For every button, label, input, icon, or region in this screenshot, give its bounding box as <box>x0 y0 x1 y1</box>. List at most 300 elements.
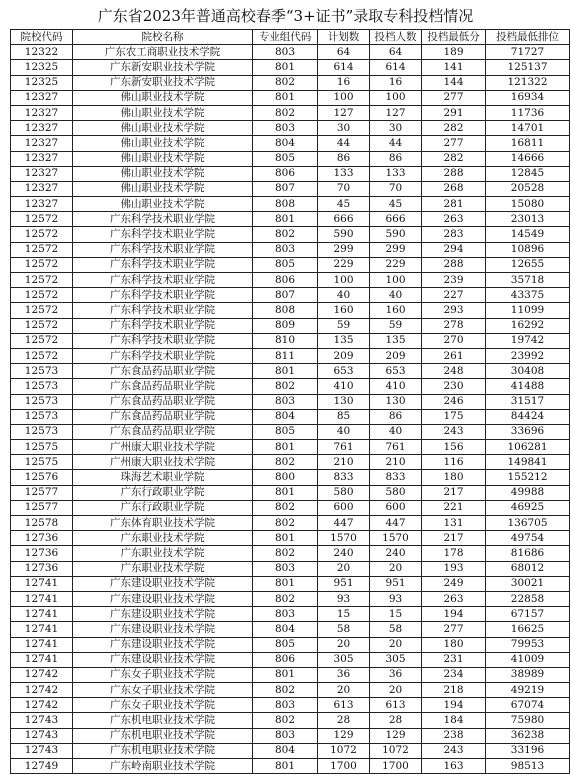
cell-min-rank: 41009 <box>486 652 570 667</box>
cell-plan-count: 100 <box>318 273 370 288</box>
cell-min-rank: 68012 <box>486 561 570 576</box>
table-row <box>11 683 570 698</box>
cell-plan-count: 20 <box>318 561 370 576</box>
admissions-table <box>10 29 570 774</box>
cell-admitted-count: 305 <box>370 652 422 667</box>
cell-min-rank: 67074 <box>486 698 570 713</box>
cell-school-code: 12749 <box>11 759 73 774</box>
cell-school-code: 12322 <box>11 45 73 60</box>
table-row <box>11 561 570 576</box>
cell-school-name: 广东建设职业技术学院 <box>73 591 253 606</box>
cell-min-score: 261 <box>422 348 486 363</box>
cell-group-code: 809 <box>253 318 318 333</box>
cell-group-code: 803 <box>253 607 318 622</box>
cell-min-rank: 106281 <box>486 440 570 455</box>
table-row <box>11 288 570 303</box>
table-row <box>11 75 570 90</box>
cell-admitted-count: 70 <box>370 181 422 196</box>
cell-min-rank: 43375 <box>486 288 570 303</box>
cell-school-code: 12743 <box>11 728 73 743</box>
table-row <box>11 698 570 713</box>
cell-plan-count: 20 <box>318 637 370 652</box>
cell-min-score: 178 <box>422 546 486 561</box>
cell-school-name: 广东女子职业技术学院 <box>73 667 253 682</box>
cell-min-rank: 10896 <box>486 242 570 257</box>
cell-admitted-count: 951 <box>370 576 422 591</box>
table-row <box>11 576 570 591</box>
table-row <box>11 212 570 227</box>
cell-min-rank: 79953 <box>486 637 570 652</box>
cell-school-code: 12577 <box>11 485 73 500</box>
cell-school-code: 12573 <box>11 364 73 379</box>
cell-school-code: 12742 <box>11 683 73 698</box>
cell-admitted-count: 59 <box>370 318 422 333</box>
cell-school-name: 广东科学技术职业学院 <box>73 227 253 242</box>
cell-group-code: 808 <box>253 303 318 318</box>
cell-plan-count: 580 <box>318 485 370 500</box>
cell-plan-count: 59 <box>318 318 370 333</box>
cell-admitted-count: 40 <box>370 424 422 439</box>
cell-admitted-count: 127 <box>370 105 422 120</box>
cell-plan-count: 209 <box>318 348 370 363</box>
cell-school-code: 12327 <box>11 166 73 181</box>
cell-min-rank: 16811 <box>486 136 570 151</box>
cell-school-name: 佛山职业技术学院 <box>73 181 253 196</box>
cell-school-name: 广东女子职业技术学院 <box>73 698 253 713</box>
cell-school-code: 12742 <box>11 698 73 713</box>
cell-school-code: 12743 <box>11 713 73 728</box>
cell-min-rank: 12655 <box>486 257 570 272</box>
cell-min-score: 116 <box>422 455 486 470</box>
document-title: 广东省2023年普通高校春季“3+证书”录取专科投档情况 <box>97 7 474 25</box>
cell-min-rank: 33196 <box>486 743 570 758</box>
cell-min-score: 243 <box>422 743 486 758</box>
cell-plan-count: 1570 <box>318 531 370 546</box>
cell-school-code: 12741 <box>11 637 73 652</box>
cell-school-name: 广东建设职业技术学院 <box>73 576 253 591</box>
cell-plan-count: 129 <box>318 728 370 743</box>
cell-min-rank: 46925 <box>486 500 570 515</box>
cell-plan-count: 653 <box>318 364 370 379</box>
cell-group-code: 801 <box>253 667 318 682</box>
cell-min-score: 248 <box>422 364 486 379</box>
header-plan-count: 计划数 <box>318 30 370 45</box>
cell-min-rank: 11736 <box>486 105 570 120</box>
cell-school-name: 广东食品药品职业学院 <box>73 394 253 409</box>
cell-admitted-count: 229 <box>370 257 422 272</box>
cell-plan-count: 590 <box>318 227 370 242</box>
cell-plan-count: 305 <box>318 652 370 667</box>
table-row <box>11 424 570 439</box>
header-min-score: 投档最低分 <box>422 30 486 45</box>
cell-admitted-count: 86 <box>370 151 422 166</box>
cell-group-code: 802 <box>253 713 318 728</box>
cell-group-code: 802 <box>253 379 318 394</box>
cell-school-code: 12573 <box>11 424 73 439</box>
cell-min-rank: 14701 <box>486 121 570 136</box>
cell-school-code: 12575 <box>11 440 73 455</box>
header-row <box>11 30 570 45</box>
table-row <box>11 197 570 212</box>
cell-group-code: 802 <box>253 455 318 470</box>
cell-school-code: 12572 <box>11 318 73 333</box>
cell-min-rank: 14549 <box>486 227 570 242</box>
table-row <box>11 333 570 348</box>
cell-plan-count: 40 <box>318 424 370 439</box>
cell-min-score: 231 <box>422 652 486 667</box>
cell-group-code: 803 <box>253 394 318 409</box>
cell-min-score: 217 <box>422 531 486 546</box>
cell-school-code: 12327 <box>11 151 73 166</box>
cell-admitted-count: 45 <box>370 197 422 212</box>
cell-plan-count: 36 <box>318 667 370 682</box>
cell-group-code: 802 <box>253 516 318 531</box>
cell-school-name: 佛山职业技术学院 <box>73 151 253 166</box>
cell-school-name: 广东食品药品职业学院 <box>73 364 253 379</box>
cell-school-name: 佛山职业技术学院 <box>73 90 253 105</box>
cell-group-code: 801 <box>253 576 318 591</box>
cell-group-code: 807 <box>253 181 318 196</box>
cell-group-code: 801 <box>253 485 318 500</box>
cell-school-name: 佛山职业技术学院 <box>73 166 253 181</box>
cell-admitted-count: 653 <box>370 364 422 379</box>
cell-min-rank: 36238 <box>486 728 570 743</box>
cell-min-score: 283 <box>422 227 486 242</box>
cell-min-score: 217 <box>422 485 486 500</box>
cell-school-name: 广东机电职业技术学院 <box>73 743 253 758</box>
cell-admitted-count: 30 <box>370 121 422 136</box>
cell-school-name: 广东科学技术职业学院 <box>73 257 253 272</box>
cell-school-name: 广东行政职业学院 <box>73 485 253 500</box>
cell-plan-count: 240 <box>318 546 370 561</box>
cell-group-code: 804 <box>253 743 318 758</box>
table-row <box>11 60 570 75</box>
cell-plan-count: 45 <box>318 197 370 212</box>
table-row <box>11 136 570 151</box>
cell-plan-count: 833 <box>318 470 370 485</box>
table-row <box>11 637 570 652</box>
table-row <box>11 45 570 60</box>
cell-admitted-count: 410 <box>370 379 422 394</box>
cell-school-code: 12325 <box>11 75 73 90</box>
cell-school-name: 佛山职业技术学院 <box>73 105 253 120</box>
cell-group-code: 803 <box>253 728 318 743</box>
cell-plan-count: 40 <box>318 288 370 303</box>
cell-min-score: 184 <box>422 713 486 728</box>
cell-admitted-count: 299 <box>370 242 422 257</box>
cell-admitted-count: 1570 <box>370 531 422 546</box>
cell-plan-count: 600 <box>318 500 370 515</box>
table-row <box>11 516 570 531</box>
cell-plan-count: 229 <box>318 257 370 272</box>
cell-min-rank: 149841 <box>486 455 570 470</box>
cell-min-rank: 12845 <box>486 166 570 181</box>
table-row <box>11 652 570 667</box>
cell-plan-count: 133 <box>318 166 370 181</box>
cell-min-score: 288 <box>422 166 486 181</box>
table-row <box>11 151 570 166</box>
cell-plan-count: 30 <box>318 121 370 136</box>
cell-min-rank: 30408 <box>486 364 570 379</box>
cell-min-score: 144 <box>422 75 486 90</box>
cell-school-name: 广东新安职业技术学院 <box>73 60 253 75</box>
cell-group-code: 803 <box>253 242 318 257</box>
cell-min-rank: 71727 <box>486 45 570 60</box>
cell-min-score: 263 <box>422 212 486 227</box>
cell-group-code: 806 <box>253 166 318 181</box>
cell-plan-count: 210 <box>318 455 370 470</box>
cell-school-name: 广东建设职业技术学院 <box>73 607 253 622</box>
cell-group-code: 801 <box>253 440 318 455</box>
cell-school-name: 广东职业技术学院 <box>73 561 253 576</box>
cell-school-code: 12743 <box>11 743 73 758</box>
cell-min-rank: 49754 <box>486 531 570 546</box>
cell-group-code: 805 <box>253 257 318 272</box>
cell-admitted-count: 44 <box>370 136 422 151</box>
cell-min-score: 156 <box>422 440 486 455</box>
cell-admitted-count: 600 <box>370 500 422 515</box>
cell-group-code: 801 <box>253 212 318 227</box>
cell-group-code: 806 <box>253 273 318 288</box>
cell-min-score: 249 <box>422 576 486 591</box>
cell-school-name: 广东建设职业技术学院 <box>73 652 253 667</box>
cell-school-code: 12741 <box>11 652 73 667</box>
cell-school-code: 12741 <box>11 591 73 606</box>
table-row <box>11 440 570 455</box>
table-row <box>11 105 570 120</box>
cell-admitted-count: 100 <box>370 90 422 105</box>
cell-min-rank: 20528 <box>486 181 570 196</box>
cell-school-code: 12572 <box>11 212 73 227</box>
cell-school-code: 12577 <box>11 500 73 515</box>
cell-min-rank: 14666 <box>486 151 570 166</box>
cell-school-name: 广东建设职业技术学院 <box>73 622 253 637</box>
table-row <box>11 121 570 136</box>
cell-school-code: 12572 <box>11 273 73 288</box>
cell-admitted-count: 135 <box>370 333 422 348</box>
cell-plan-count: 58 <box>318 622 370 637</box>
cell-min-score: 175 <box>422 409 486 424</box>
cell-admitted-count: 40 <box>370 288 422 303</box>
cell-min-score: 221 <box>422 500 486 515</box>
cell-plan-count: 613 <box>318 698 370 713</box>
cell-min-score: 277 <box>422 136 486 151</box>
cell-min-score: 131 <box>422 516 486 531</box>
cell-min-score: 163 <box>422 759 486 774</box>
cell-admitted-count: 129 <box>370 728 422 743</box>
cell-school-name: 广东新安职业技术学院 <box>73 75 253 90</box>
cell-group-code: 804 <box>253 622 318 637</box>
cell-min-rank: 30021 <box>486 576 570 591</box>
table-row <box>11 318 570 333</box>
cell-plan-count: 20 <box>318 683 370 698</box>
cell-admitted-count: 1700 <box>370 759 422 774</box>
cell-min-rank: 155212 <box>486 470 570 485</box>
table-row <box>11 667 570 682</box>
cell-admitted-count: 64 <box>370 45 422 60</box>
table-body <box>11 45 570 774</box>
cell-admitted-count: 20 <box>370 683 422 698</box>
cell-min-score: 263 <box>422 591 486 606</box>
cell-school-code: 12572 <box>11 242 73 257</box>
cell-school-name: 广东机电职业技术学院 <box>73 713 253 728</box>
table-row <box>11 591 570 606</box>
cell-plan-count: 44 <box>318 136 370 151</box>
cell-group-code: 807 <box>253 288 318 303</box>
cell-school-code: 12327 <box>11 197 73 212</box>
cell-plan-count: 666 <box>318 212 370 227</box>
table-row <box>11 348 570 363</box>
cell-admitted-count: 209 <box>370 348 422 363</box>
cell-admitted-count: 16 <box>370 75 422 90</box>
cell-plan-count: 614 <box>318 60 370 75</box>
table-row <box>11 303 570 318</box>
cell-min-rank: 98513 <box>486 759 570 774</box>
cell-admitted-count: 86 <box>370 409 422 424</box>
cell-plan-count: 100 <box>318 90 370 105</box>
cell-group-code: 808 <box>253 197 318 212</box>
cell-school-name: 广东建设职业技术学院 <box>73 637 253 652</box>
cell-school-code: 12572 <box>11 303 73 318</box>
header-min-rank: 投档最低排位 <box>486 30 570 45</box>
cell-group-code: 801 <box>253 90 318 105</box>
cell-school-name: 广东科学技术职业学院 <box>73 212 253 227</box>
cell-school-code: 12742 <box>11 667 73 682</box>
table-row <box>11 470 570 485</box>
header-school-name: 院校名称 <box>73 30 253 45</box>
cell-admitted-count: 130 <box>370 394 422 409</box>
cell-admitted-count: 58 <box>370 622 422 637</box>
cell-min-score: 243 <box>422 424 486 439</box>
cell-admitted-count: 580 <box>370 485 422 500</box>
cell-school-name: 广东科学技术职业学院 <box>73 288 253 303</box>
cell-min-score: 246 <box>422 394 486 409</box>
cell-school-name: 广东女子职业技术学院 <box>73 683 253 698</box>
cell-min-score: 239 <box>422 273 486 288</box>
cell-group-code: 804 <box>253 136 318 151</box>
table-row <box>11 759 570 774</box>
cell-min-score: 189 <box>422 45 486 60</box>
table-row <box>11 364 570 379</box>
cell-school-name: 广东行政职业学院 <box>73 500 253 515</box>
cell-group-code: 802 <box>253 227 318 242</box>
cell-min-score: 227 <box>422 288 486 303</box>
cell-school-code: 12578 <box>11 516 73 531</box>
cell-school-code: 12573 <box>11 379 73 394</box>
cell-min-rank: 11099 <box>486 303 570 318</box>
cell-admitted-count: 590 <box>370 227 422 242</box>
cell-group-code: 802 <box>253 105 318 120</box>
cell-min-score: 288 <box>422 257 486 272</box>
cell-min-rank: 75980 <box>486 713 570 728</box>
cell-school-code: 12327 <box>11 181 73 196</box>
cell-group-code: 805 <box>253 424 318 439</box>
cell-group-code: 800 <box>253 470 318 485</box>
cell-min-rank: 22858 <box>486 591 570 606</box>
cell-min-rank: 81686 <box>486 546 570 561</box>
cell-min-rank: 35718 <box>486 273 570 288</box>
cell-school-name: 广东食品药品职业学院 <box>73 409 253 424</box>
cell-school-code: 12736 <box>11 561 73 576</box>
cell-min-score: 282 <box>422 121 486 136</box>
cell-min-score: 277 <box>422 90 486 105</box>
cell-group-code: 805 <box>253 151 318 166</box>
cell-min-score: 218 <box>422 683 486 698</box>
cell-group-code: 801 <box>253 531 318 546</box>
table-row <box>11 546 570 561</box>
cell-admitted-count: 447 <box>370 516 422 531</box>
cell-group-code: 803 <box>253 121 318 136</box>
table-row <box>11 728 570 743</box>
cell-school-code: 12325 <box>11 60 73 75</box>
cell-min-score: 194 <box>422 607 486 622</box>
cell-group-code: 802 <box>253 500 318 515</box>
cell-admitted-count: 15 <box>370 607 422 622</box>
cell-min-rank: 41488 <box>486 379 570 394</box>
cell-admitted-count: 93 <box>370 591 422 606</box>
cell-school-name: 佛山职业技术学院 <box>73 136 253 151</box>
cell-plan-count: 85 <box>318 409 370 424</box>
cell-plan-count: 16 <box>318 75 370 90</box>
cell-school-name: 广州康大职业技术学院 <box>73 440 253 455</box>
cell-min-rank: 15080 <box>486 197 570 212</box>
cell-school-code: 12572 <box>11 257 73 272</box>
cell-plan-count: 86 <box>318 151 370 166</box>
header-admitted-count: 投档人数 <box>370 30 422 45</box>
cell-plan-count: 93 <box>318 591 370 606</box>
cell-min-rank: 16625 <box>486 622 570 637</box>
cell-min-score: 268 <box>422 181 486 196</box>
cell-school-name: 佛山职业技术学院 <box>73 197 253 212</box>
table-row <box>11 257 570 272</box>
table-row <box>11 500 570 515</box>
cell-min-rank: 49219 <box>486 683 570 698</box>
cell-min-score: 277 <box>422 622 486 637</box>
cell-admitted-count: 36 <box>370 667 422 682</box>
cell-school-code: 12575 <box>11 455 73 470</box>
cell-group-code: 802 <box>253 75 318 90</box>
cell-group-code: 803 <box>253 698 318 713</box>
cell-school-code: 12736 <box>11 531 73 546</box>
cell-school-name: 广东食品药品职业学院 <box>73 424 253 439</box>
table-row <box>11 531 570 546</box>
cell-school-name: 广东科学技术职业学院 <box>73 273 253 288</box>
cell-admitted-count: 133 <box>370 166 422 181</box>
cell-min-score: 180 <box>422 637 486 652</box>
cell-admitted-count: 240 <box>370 546 422 561</box>
cell-school-name: 广东体育职业技术学院 <box>73 516 253 531</box>
cell-school-code: 12572 <box>11 333 73 348</box>
cell-admitted-count: 28 <box>370 713 422 728</box>
cell-plan-count: 951 <box>318 576 370 591</box>
cell-group-code: 806 <box>253 652 318 667</box>
cell-admitted-count: 666 <box>370 212 422 227</box>
cell-min-score: 141 <box>422 60 486 75</box>
cell-school-code: 12573 <box>11 409 73 424</box>
table-row <box>11 273 570 288</box>
cell-admitted-count: 614 <box>370 60 422 75</box>
cell-min-score: 291 <box>422 105 486 120</box>
cell-group-code: 802 <box>253 591 318 606</box>
table-row <box>11 485 570 500</box>
cell-min-score: 278 <box>422 318 486 333</box>
cell-plan-count: 130 <box>318 394 370 409</box>
cell-group-code: 804 <box>253 409 318 424</box>
table-row <box>11 242 570 257</box>
cell-min-rank: 84424 <box>486 409 570 424</box>
cell-admitted-count: 613 <box>370 698 422 713</box>
table-row <box>11 455 570 470</box>
